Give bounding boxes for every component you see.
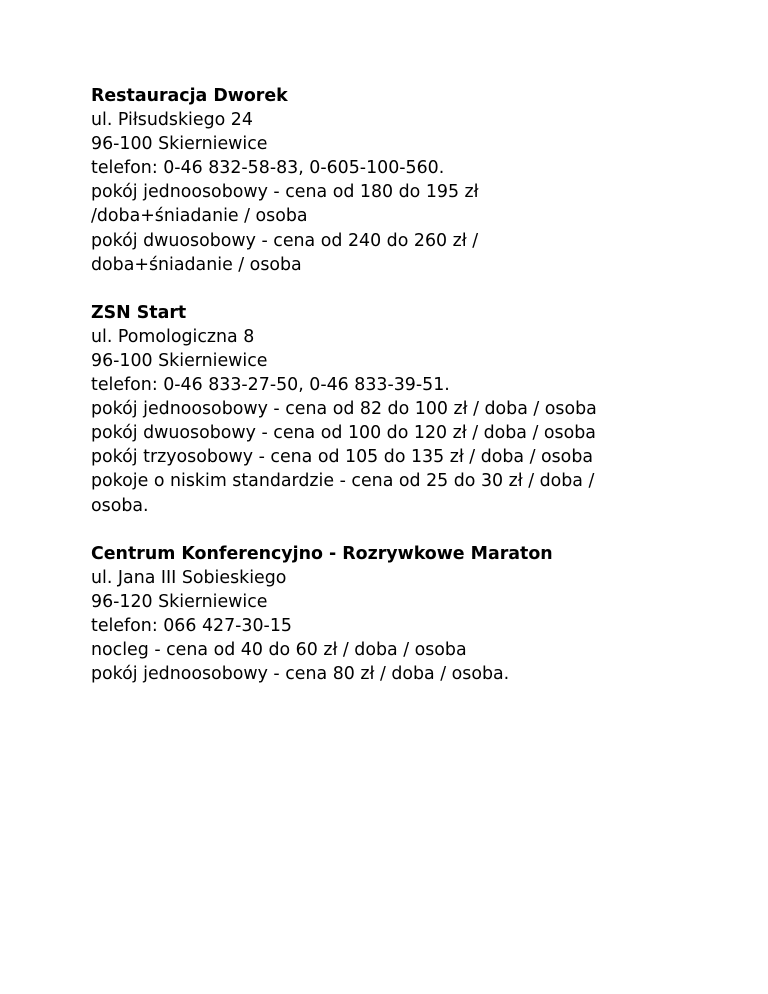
price-line: nocleg - cena od 40 do 60 zł / doba / osoba [91,639,467,660]
phone-line: telefon: 0-46 832-58-83, 0-605-100-560. [91,158,445,179]
price-line: pokój jednoosobowy - cena od 82 do 100 zł / doba / osoba [91,399,597,420]
price-line: pokój dwuosobowy - cena od 240 do 260 zł / [91,230,479,251]
entry-centrum-maraton [91,542,711,687]
phone-line: telefon: 066 427-30-15 [91,615,292,636]
entry-zsn-start [91,301,711,518]
price-line: pokój jednoosobowy - cena 80 zł / doba / osoba. [91,664,510,685]
entry-restauracja-dworek [91,84,711,277]
price-line: pokój trzyosobowy - cena od 105 do 135 zł / doba / osoba [91,447,594,468]
price-line: pokoje o niskim standardzie - cena od 25 do 30 zł / doba / [91,471,595,492]
entry-name: Centrum Konferencyjno - Rozrywkowe Maraton [91,543,553,564]
price-line: pokój dwuosobowy - cena od 100 do 120 zł / doba / osoba [91,423,596,444]
phone-line: telefon: 0-46 833-27-50, 0-46 833-39-51. [91,375,450,396]
price-line: osoba. [91,495,149,516]
document-page [91,84,711,710]
price-line: /doba+śniadanie / osoba [91,206,308,227]
address-street: ul. Pomologiczna 8 [91,326,255,347]
address-city: 96-100 Skierniewice [91,350,268,371]
address-city: 96-120 Skierniewice [91,591,268,612]
entry-name: ZSN Start [91,302,187,323]
price-line: doba+śniadanie / osoba [91,254,302,275]
address-street: ul. Jana III Sobieskiego [91,567,287,588]
price-line: pokój jednoosobowy - cena od 180 do 195 zł [91,182,479,203]
address-street: ul. Piłsudskiego 24 [91,110,253,131]
address-city: 96-100 Skierniewice [91,134,268,155]
entry-name: Restauracja Dworek [91,86,288,106]
